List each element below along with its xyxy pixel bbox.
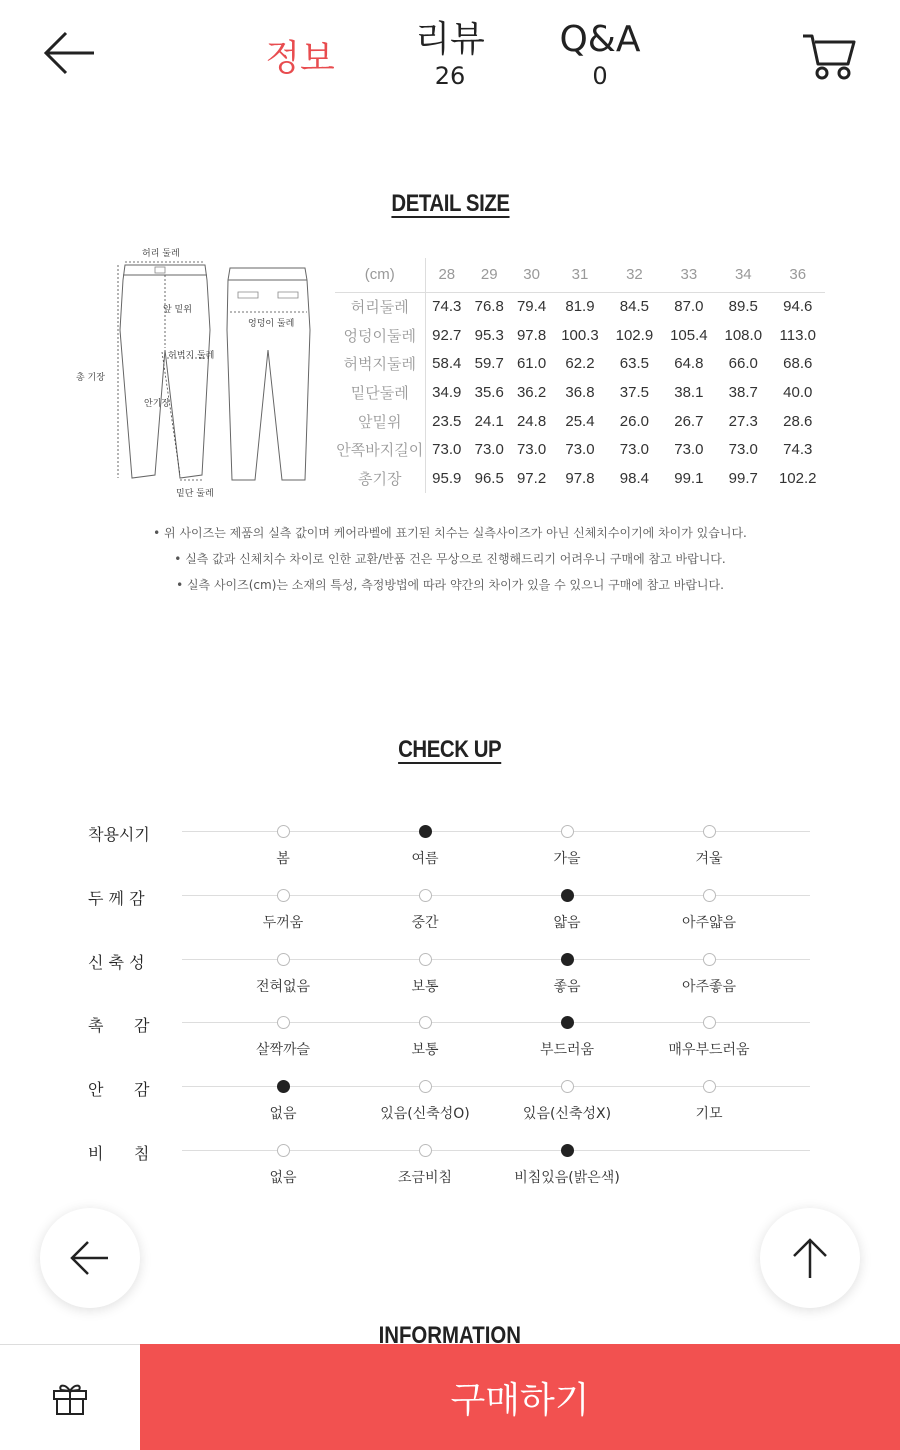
table-cell: 73.0	[474, 441, 504, 459]
check-dot-selected	[561, 1144, 574, 1157]
table-row	[335, 435, 825, 464]
size-note: • 위 사이즈는 제품의 실측 값이며 케어라벨에 표기된 치수는 실측사이즈가 아닌 신체치수이기에 차이가 있습니다.	[153, 526, 747, 540]
size-column-header: 33	[662, 258, 716, 292]
check-up-option-label: 얇음	[553, 915, 581, 931]
buy-button[interactable]: 구매하기	[140, 1344, 900, 1450]
check-dot	[419, 1016, 432, 1029]
table-cell: 105.4	[670, 326, 708, 344]
table-cell: 89.5	[728, 298, 758, 316]
table-row-label: 밑단둘레	[335, 378, 425, 407]
scroll-top-button[interactable]	[760, 1208, 860, 1308]
table-row	[335, 321, 825, 350]
check-dot-selected	[561, 953, 574, 966]
check-dot	[277, 953, 290, 966]
tab-qna-label: Q&A	[559, 19, 641, 60]
check-dot	[703, 953, 716, 966]
check-up-option-label: 겨울	[695, 851, 723, 867]
tab-qna-count: 0	[592, 62, 608, 90]
table-row	[335, 378, 825, 407]
check-dot	[561, 1080, 574, 1093]
check-up-option-label: 좋음	[553, 979, 581, 995]
size-note: • 실측 값과 신체치수 차이로 인한 교환/반품 건은 무상으로 진행해드리기 어려우니 구매에 참고 바랍니다.	[174, 552, 726, 566]
table-cell: 63.5	[619, 355, 649, 373]
check-up-row-label: 촉 감	[88, 1016, 150, 1035]
check-up-option-label: 봄	[276, 851, 290, 867]
table-cell: 95.9	[432, 469, 462, 487]
table-cell: 95.3	[474, 326, 504, 344]
table-cell: 64.8	[674, 355, 704, 373]
detail-size-title	[0, 190, 900, 218]
check-up-row-label: 신 축 성	[88, 953, 145, 972]
check-dot-selected	[561, 889, 574, 902]
table-cell: 25.4	[565, 412, 595, 430]
table-row-label: 허리둘레	[335, 292, 425, 321]
check-up-option-label: 있음(신축성X)	[522, 1106, 612, 1122]
table-row	[335, 349, 825, 378]
table-cell: 97.8	[565, 469, 595, 487]
check-dot	[419, 1080, 432, 1093]
label-thigh: 허벅지 둘레	[168, 351, 215, 361]
tab-info[interactable]	[250, 30, 350, 81]
size-column-header: 28	[425, 258, 468, 292]
table-cell: 73.0	[432, 441, 462, 459]
table-cell: 73.0	[565, 441, 595, 459]
table-cell: 100.3	[561, 326, 599, 344]
check-up-option-label: 보통	[411, 979, 439, 995]
check-up-option-label: 중간	[411, 915, 439, 931]
table-cell: 27.3	[728, 412, 758, 430]
table-cell: 97.2	[516, 469, 547, 487]
check-dot	[277, 1144, 290, 1157]
table-row-label: 엉덩이둘레	[335, 321, 425, 350]
check-up-option-label: 보통	[411, 1042, 439, 1058]
arrow-left-icon	[68, 1238, 112, 1278]
size-column-header: 34	[716, 258, 770, 292]
table-cell: 24.8	[516, 412, 547, 430]
arrow-left-icon	[40, 28, 100, 78]
table-cell: 96.5	[474, 469, 504, 487]
scroll-back-button[interactable]	[40, 1208, 140, 1308]
check-up-option-label: 가을	[553, 851, 581, 867]
table-cell: 74.3	[783, 441, 813, 459]
table-row	[335, 464, 825, 493]
size-table-header	[335, 258, 825, 292]
label-total-length: 총 기장	[76, 373, 105, 383]
check-up-row	[88, 825, 818, 880]
check-up-option-label: 부드러움	[539, 1042, 595, 1058]
table-cell: 28.6	[783, 412, 813, 430]
information-title-text: INFORMATION	[378, 1322, 522, 1344]
check-up-option-label: 매우부드러움	[668, 1042, 750, 1058]
tab-review-label: 리뷰	[415, 19, 485, 60]
arrow-up-icon	[790, 1236, 830, 1280]
check-dot	[419, 1144, 432, 1157]
check-up-option-label: 여름	[411, 851, 439, 867]
table-cell: 102.9	[615, 326, 654, 344]
table-cell: 108.0	[724, 326, 763, 344]
size-column-header: 36	[771, 258, 826, 292]
table-cell: 34.9	[432, 383, 462, 401]
tab-review-count: 26	[434, 62, 466, 90]
tab-info-label: 정보	[265, 38, 335, 79]
table-cell: 36.8	[565, 383, 595, 401]
table-cell: 38.7	[728, 383, 758, 401]
size-table-unit: (cm)	[335, 258, 425, 292]
table-row	[335, 292, 825, 321]
label-waist: 허리 둘레	[142, 249, 180, 259]
check-up-row-label: 착용시기	[88, 825, 150, 844]
table-cell: 35.6	[474, 383, 504, 401]
table-cell: 73.0	[728, 441, 758, 459]
table-row-label: 허벅지둘레	[335, 349, 425, 378]
table-cell: 24.1	[474, 412, 504, 430]
bottom-bar	[0, 1344, 900, 1450]
size-column-header: 32	[607, 258, 661, 292]
table-cell: 87.0	[674, 298, 704, 316]
check-up-option-label: 기모	[695, 1106, 723, 1122]
table-row	[335, 407, 825, 436]
check-dot-selected	[561, 1016, 574, 1029]
table-cell: 68.6	[783, 355, 813, 373]
table-cell: 98.4	[619, 469, 649, 487]
table-cell: 66.0	[728, 355, 758, 373]
table-cell: 59.7	[474, 355, 504, 373]
gift-button[interactable]	[0, 1345, 140, 1450]
size-column-header: 29	[468, 258, 510, 292]
check-up-row	[88, 1016, 818, 1071]
check-dot	[703, 1080, 716, 1093]
check-up-row	[88, 889, 818, 944]
check-up-option-label: 있음(신축성O)	[380, 1106, 470, 1122]
table-row-label: 총기장	[335, 464, 425, 493]
label-inseam: 안기장	[144, 399, 171, 409]
top-nav	[0, 0, 900, 110]
table-cell: 40.0	[783, 383, 813, 401]
check-up-row	[88, 1144, 818, 1199]
tab-review[interactable]	[400, 20, 500, 92]
check-dot-selected	[419, 825, 432, 838]
table-cell: 79.4	[516, 298, 547, 316]
tab-qna[interactable]	[550, 20, 650, 92]
check-dot-selected	[277, 1080, 290, 1093]
check-up-option-label: 두꺼움	[262, 915, 304, 931]
detail-size-title-text: DETAIL SIZE	[390, 190, 510, 217]
size-column-header: 31	[553, 258, 607, 292]
table-cell: 73.0	[516, 441, 547, 459]
table-cell: 99.7	[728, 469, 758, 487]
table-cell: 99.1	[674, 469, 704, 487]
check-dot	[277, 1016, 290, 1029]
size-column-header: 30	[510, 258, 552, 292]
check-dot	[703, 1016, 716, 1029]
table-cell: 113.0	[779, 326, 816, 344]
gift-icon	[51, 1379, 89, 1417]
check-dot	[703, 825, 716, 838]
table-cell: 26.0	[619, 412, 649, 430]
information-title	[0, 1322, 900, 1344]
check-up-option-label: 살짝까슬	[255, 1042, 311, 1058]
table-row-label: 앞밑위	[335, 407, 425, 436]
check-dot	[419, 953, 432, 966]
table-cell: 92.7	[432, 326, 462, 344]
back-button[interactable]	[40, 28, 100, 78]
check-up-option-label: 아주얇음	[681, 915, 737, 931]
check-up-option-label: 없음	[269, 1170, 297, 1186]
check-up-row-label: 두 께 감	[88, 889, 145, 908]
check-up-option-label: 전혀없음	[255, 979, 311, 995]
table-cell: 84.5	[619, 298, 649, 316]
check-up-option-label: 없음	[269, 1106, 297, 1122]
cart-icon	[800, 28, 860, 84]
pants-diagram	[70, 240, 330, 510]
table-cell: 58.4	[432, 355, 462, 373]
table-cell: 97.8	[516, 326, 547, 344]
check-up-row-label: 비 침	[88, 1144, 150, 1163]
pants-illustration	[70, 240, 330, 510]
table-cell: 26.7	[674, 412, 704, 430]
table-cell: 61.0	[516, 355, 547, 373]
table-cell: 23.5	[432, 412, 462, 430]
check-dot	[277, 889, 290, 902]
table-row-label: 안쪽바지길이	[335, 435, 425, 464]
table-cell: 74.3	[432, 298, 462, 316]
table-cell: 73.0	[674, 441, 704, 459]
check-up-title-text: CHECK UP	[398, 736, 502, 763]
table-cell: 37.5	[619, 383, 649, 401]
label-hem: 밑단 둘레	[176, 489, 214, 499]
table-cell: 102.2	[778, 469, 817, 487]
check-dot	[561, 825, 574, 838]
size-table	[335, 258, 825, 493]
table-cell: 94.6	[783, 298, 813, 316]
label-front-rise: 앞 밑위	[163, 305, 192, 315]
check-up-option-label: 조금비침	[397, 1170, 453, 1186]
table-cell: 38.1	[674, 383, 704, 401]
size-notes	[0, 520, 900, 598]
check-up-option-label: 비침있음(밝은색)	[514, 1170, 620, 1186]
check-up-row	[88, 1080, 818, 1135]
table-cell: 73.0	[619, 441, 649, 459]
check-up-option-label: 아주좋음	[681, 979, 737, 995]
size-note: • 실측 사이즈(cm)는 소재의 특성, 측정방법에 따라 약간의 차이가 있을 수 있으니 구매에 참고 바랍니다.	[176, 578, 724, 592]
check-up-title	[0, 736, 900, 764]
check-up-row	[88, 953, 818, 1008]
table-cell: 76.8	[474, 298, 504, 316]
check-dot	[419, 889, 432, 902]
table-cell: 62.2	[565, 355, 595, 373]
check-up-row-label: 안 감	[88, 1080, 150, 1099]
cart-button[interactable]	[800, 28, 860, 84]
table-cell: 81.9	[565, 298, 595, 316]
table-cell: 36.2	[516, 383, 547, 401]
check-dot	[277, 825, 290, 838]
label-hip: 엉덩이 둘레	[248, 319, 295, 329]
check-dot	[703, 889, 716, 902]
